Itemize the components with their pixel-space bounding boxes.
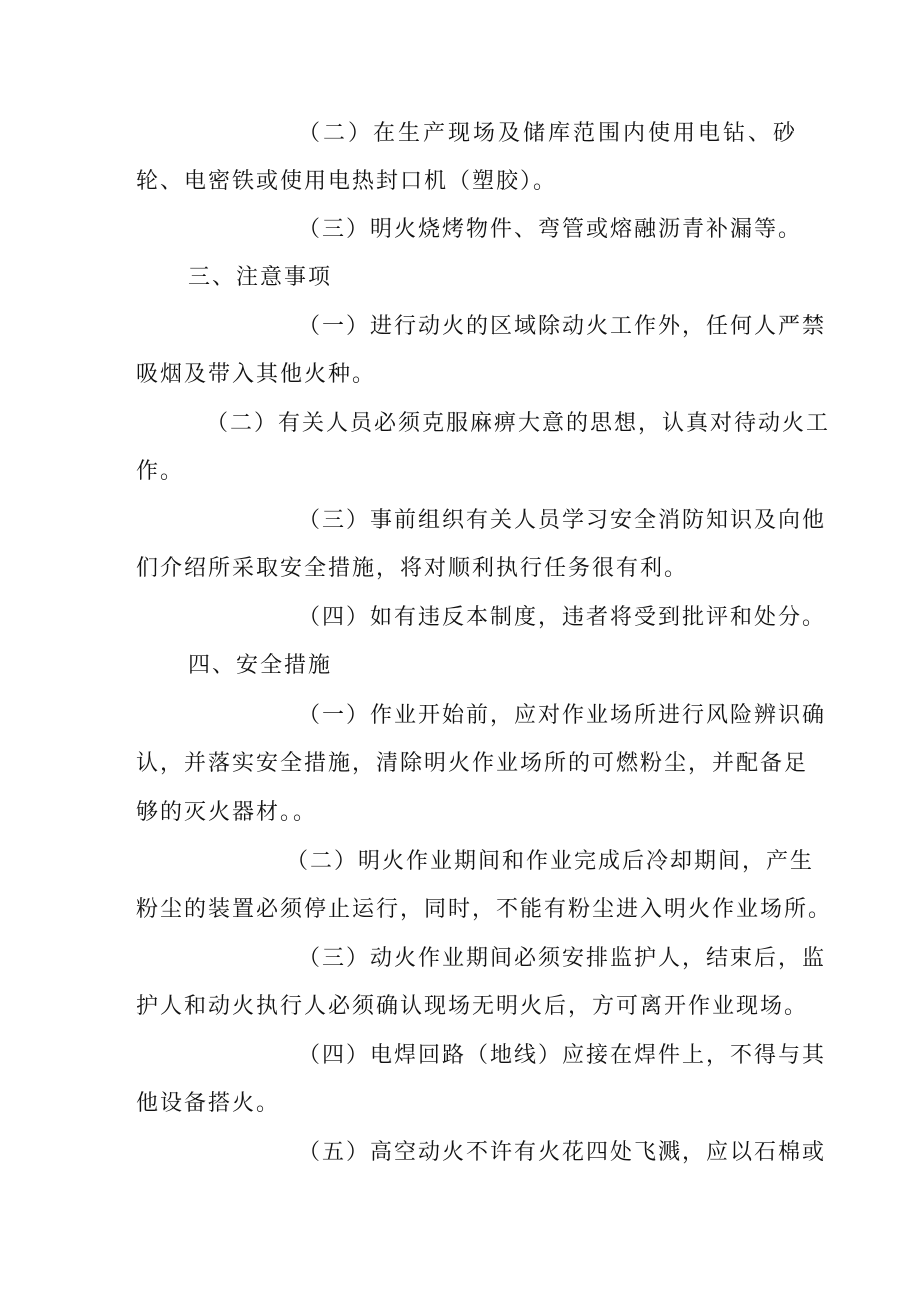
para-line: （二）在生产现场及储库范围内使用电钻、砂 — [298, 121, 799, 146]
section-heading: 四、安全措施 — [188, 653, 333, 678]
para-line: 够的灭火器材。。 — [136, 800, 318, 825]
para-line: （五）高空动火不许有火花四处飞溅，应以石棉或 — [298, 1140, 827, 1165]
para-line: （三）事前组织有关人员学习安全消防知识及向他 — [298, 508, 827, 533]
para-line: （四）如有违反本制度，违者将受到批评和处分。 — [298, 605, 827, 630]
para-line: （三）动火作业期间必须安排监护人，结束后，监 — [298, 946, 827, 971]
para-line: （一）作业开始前，应对作业场所进行风险辨识确 — [298, 703, 827, 728]
para-line: 吸烟及带入其他火种。 — [136, 362, 377, 387]
para-line: 们介绍所采取安全措施，将对顺利执行任务很有利。 — [136, 556, 689, 581]
para-line: （一）进行动火的区域除动火工作外，任何人严禁 — [298, 314, 827, 339]
para-line: （四）电焊回路（地线）应接在焊件上，不得与其 — [298, 1043, 827, 1068]
section-heading: 三、注意事项 — [188, 265, 333, 290]
para-line: （二）有关人员必须克服麻痹大意的思想，认真对待动火工 — [206, 411, 831, 436]
para-line: （二）明火作业期间和作业完成后冷却期间，产生 — [286, 849, 815, 874]
para-line: 作。 — [136, 459, 185, 484]
para-line: 粉尘的装置必须停止运行，同时，不能有粉尘进入明火作业场所。 — [136, 897, 833, 922]
para-line: 护人和动火执行人必须确认现场无明火后，方可离开作业现场。 — [136, 994, 809, 1019]
para-line: 他设备搭火。 — [136, 1091, 281, 1116]
para-line: （三）明火烧烤物件、弯管或熔融沥青补漏等。 — [298, 217, 803, 242]
para-line: 轮、电密铁或使用电热封口机（塑胶）。 — [136, 169, 558, 194]
para-line: 认，并落实安全措施，清除明火作业场所的可燃粉尘，并配备足 — [136, 751, 809, 776]
